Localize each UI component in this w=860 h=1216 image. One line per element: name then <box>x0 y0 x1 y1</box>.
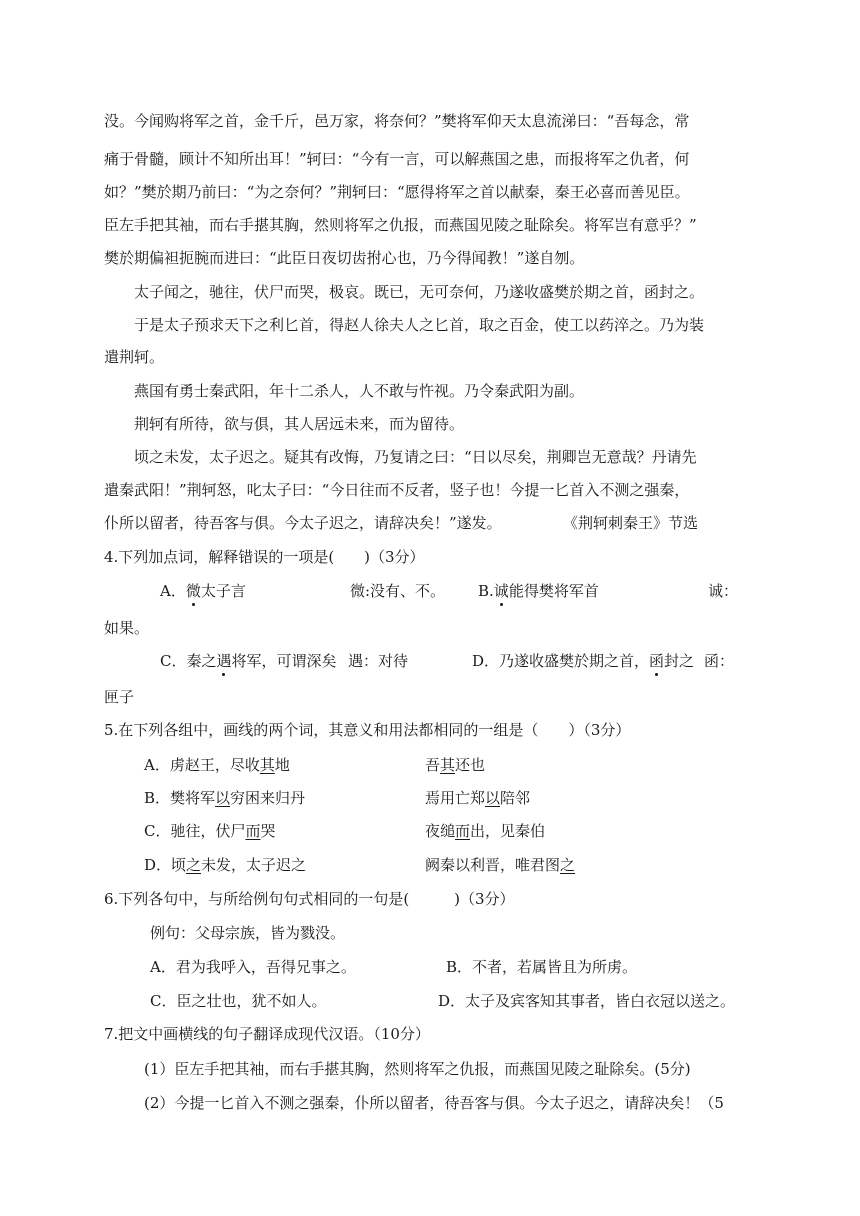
q4-option-d: D．乃遂收盛樊於期之首，函封之 <box>472 652 695 670</box>
q6-option-d: D．太子及宾客知其事者，皆白衣冠以送之。 <box>438 992 736 1010</box>
underlined-word: 以 <box>215 789 231 807</box>
q4-option-d-gloss-cont: 匣子 <box>104 688 135 706</box>
q6-option-a: A．君为我呼入，吾得兄事之。 <box>150 958 356 976</box>
passage-line: 如？”樊於期乃前曰：“为之奈何？”荆轲曰：“愿得将军之首以献秦，秦王必喜而善见臣。 <box>104 183 690 201</box>
question-6-stem: 6.下列各句中，与所给例句句式相同的一句是( )（3分） <box>104 890 515 908</box>
emphasis-dot-char: 函 <box>649 652 665 670</box>
q4-option-c: C．秦之遇将军，可谓深矣 <box>160 652 337 670</box>
passage-line: 顷之未发，太子迟之。疑其有改悔，乃复请之曰：“日以尽矣，荆卿岂无意哉？丹请先 <box>134 448 697 466</box>
q5-option-a-left: A．虏赵王，尽收其地 <box>144 756 290 774</box>
q5-option-d-left: D．顷之未发，太子迟之 <box>144 856 307 874</box>
q4-option-b-gloss-cont: 如果。 <box>104 619 150 637</box>
emphasis-dot-char: 遇 <box>216 652 232 670</box>
underlined-word: 而 <box>455 822 471 840</box>
passage-line: 于是太子预求天下之利匕首，得赵人徐夫人之匕首，取之百金，使工以药淬之。乃为装 <box>134 316 705 334</box>
underlined-word: 其 <box>259 756 275 774</box>
q4-option-b-gloss: 诚： <box>708 582 739 600</box>
underlined-word: 而 <box>245 822 261 840</box>
q6-example: 例句：父母宗族，皆为戮没。 <box>150 924 346 942</box>
passage-line: 太子闻之，驰往，伏尸而哭，极哀。既已，无可奈何，乃遂收盛樊於期之首，函封之。 <box>134 283 705 301</box>
q4-option-a: A．微太子言 <box>160 582 246 600</box>
passage-line: 遣荆轲。 <box>104 348 165 366</box>
question-7-stem: 7.把文中画横线的句子翻译成现代汉语。（10分） <box>104 1025 430 1043</box>
q4-option-c-gloss: 遇：对待 <box>348 652 409 670</box>
underlined-word: 之 <box>560 856 576 874</box>
passage-source: 《荆轲刺秦王》节选 <box>563 514 699 532</box>
passage-line: 樊於期偏袒扼腕而进曰：“此臣日夜切齿拊心也，乃今得闻教！”遂自刎。 <box>104 249 585 267</box>
q5-option-c-right: 夜缒而出，见秦伯 <box>425 822 546 840</box>
q4-option-b: B.诚能得樊将军首 <box>478 582 599 600</box>
q5-option-a-right: 吾其还也 <box>425 756 486 774</box>
passage-line: 没。今闻购将军之首，金千斤，邑万家，将奈何？”樊将军仰天太息流涕曰：“吾每念，常 <box>104 112 690 130</box>
underlined-word: 之 <box>186 856 202 874</box>
passage-line: 臣左手把其袖，而右手揕其胸，然则将军之仇报，而燕国见陵之耻除矣。将军岂有意乎？” <box>104 216 697 234</box>
underlined-word: 以 <box>485 789 501 807</box>
passage-line: 遣秦武阳！”荆轲怒，叱太子曰：“今日往而不反者，竖子也！今提一匕首入不测之强秦， <box>104 481 690 499</box>
q4-option-a-gloss: 微:没有、不。 <box>350 582 446 600</box>
underlined-word: 其 <box>440 756 456 774</box>
q7-sentence-1: (1）臣左手把其袖，而右手揕其胸，然则将军之仇报，而燕国见陵之耻除矣。(5分) <box>144 1060 691 1078</box>
passage-line: 燕国有勇士秦武阳，年十二杀人，人不敢与忤视。乃令秦武阳为副。 <box>134 382 585 400</box>
q7-sentence-2: (2）今提一匕首入不测之强秦，仆所以留者，待吾客与俱。今太子迟之，请辞决矣！（5 <box>144 1094 724 1112</box>
passage-line: 仆所以留者，待吾客与俱。今太子迟之，请辞决矣！”遂发。 <box>104 514 502 532</box>
q5-option-b-right: 焉用亡郑以陪邻 <box>425 789 531 807</box>
q5-option-b-left: B．樊将军以穷困来归丹 <box>144 789 306 807</box>
passage-line: 荆轲有所待，欲与俱，其人居远未来，而为留待。 <box>134 415 465 433</box>
question-5-stem: 5.在下列各组中，画线的两个词，其意义和用法都相同的一组是（ ）（3分） <box>104 721 631 739</box>
emphasis-dot-char: 诚 <box>493 582 509 600</box>
q6-option-c: C．臣之壮也，犹不如人。 <box>150 992 327 1010</box>
q6-option-b: B．不者，若属皆且为所虏。 <box>446 958 638 976</box>
q5-option-d-right: 阙秦以利晋，唯君图之 <box>425 856 576 874</box>
emphasis-dot-char: 微 <box>185 582 201 600</box>
q4-option-d-gloss: 函： <box>704 652 735 670</box>
passage-line: 痛于骨髓，顾计不知所出耳！”轲曰：“今有一言，可以解燕国之患，而报将军之仇者，何 <box>104 150 690 168</box>
question-4-stem: 4.下列加点词，解释错误的一项是( )（3分） <box>104 548 425 566</box>
q5-option-c-left: C．驰往，伏尸而哭 <box>144 822 276 840</box>
